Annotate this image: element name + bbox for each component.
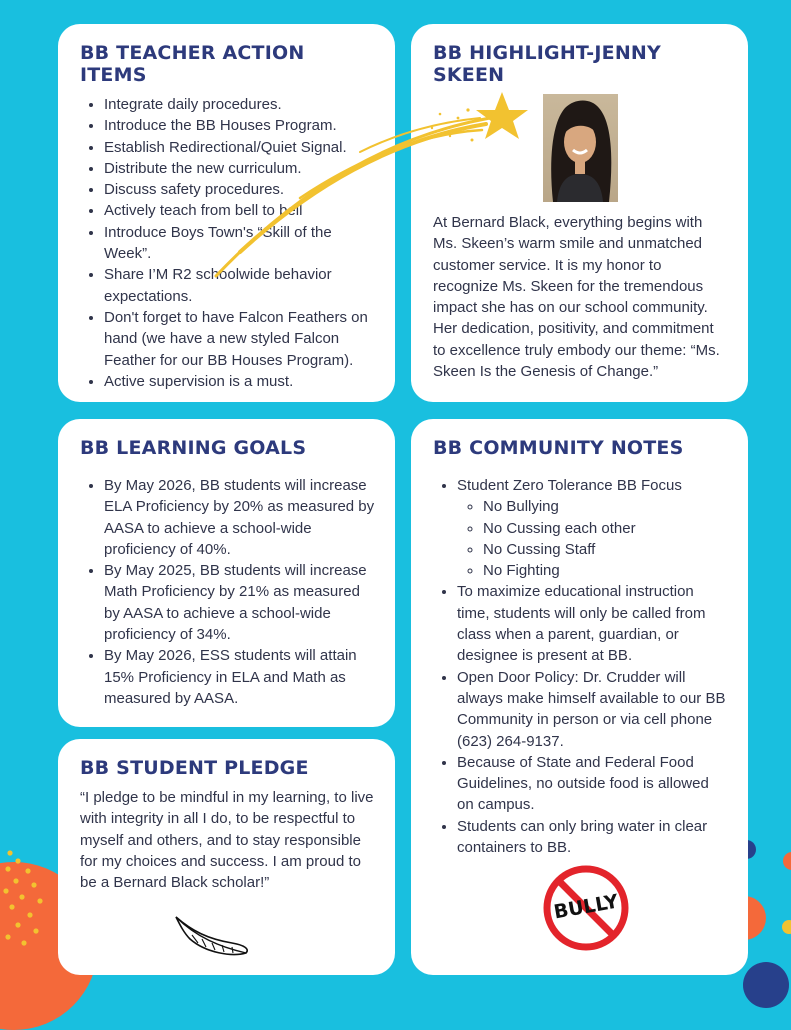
focus-label: Student Zero Tolerance BB Focus — [457, 477, 682, 494]
list-item: • By May 2025, BB students will increase Math Proficiency by 21% as measured by AASA to achieve a school-wide proficiency of 34%. — [104, 560, 375, 645]
portrait-icon — [543, 94, 618, 202]
list-item: • Open Door Policy: Dr. Crudder will always make himself available to our BB Community in person or via cell phone (623) 264-9137. — [457, 667, 728, 752]
list-item: • To maximize educational instruction time, students will only be called from class when a parent, guardian, or designee is present at BB. — [457, 581, 728, 666]
no-bully-sign-text: BULLY — [552, 890, 620, 924]
feather-icon — [172, 913, 252, 959]
list-item: • Integrate daily procedures. — [104, 94, 375, 115]
learning-goals-title: BB LEARNING GOALS — [80, 437, 307, 459]
list-item: • Don't forget to have Falcon Feathers on hand (we have a new styled Falcon Feather for our BB Houses Program). — [104, 307, 375, 371]
list-item: ◦ No Cussing Staff — [483, 539, 728, 560]
list-item: • Actively teach from bell to bell — [104, 200, 375, 221]
list-item: ◦ No Fighting — [483, 560, 728, 581]
highlight-body: At Bernard Black, everything begins with Ms. Skeen’s warm smile and unmatched customer service. It is my honor to recognize Ms. Skeen for the tremendous impact she has on our school community. Her dedication, positivity, and commitment to excellence truly embody our theme: “Ms. Skeen Is the Genesis of Change.” — [433, 214, 720, 381]
staff-photo — [543, 94, 618, 202]
community-notes-title: BB COMMUNITY NOTES — [433, 437, 684, 459]
highlight-title: BB HIGHLIGHT-JENNY SKEEN — [433, 42, 661, 86]
community-notes-list — [433, 475, 728, 858]
list-item: • Active supervision is a must. — [104, 371, 375, 392]
no-bully-sign — [541, 863, 631, 953]
list-item: • Establish Redirectional/Quiet Signal. — [104, 137, 375, 158]
student-pledge-body: “I pledge to be mindful in my learning, to live with integrity in all I do, to be respectful to myself and others, and to stay responsible for my choices and success. I am proud to be a Bernard Black scholar!” — [80, 789, 374, 892]
list-item: ◦ No Bullying — [483, 496, 728, 517]
teacher-action-items-title: BB TEACHER ACTION ITEMS — [80, 42, 305, 86]
yellow-circle-decoration — [782, 920, 791, 934]
list-item: • Discuss safety procedures. — [104, 179, 375, 200]
navy-circle-decoration — [743, 962, 789, 1008]
learning-goals-list — [80, 475, 375, 709]
list-item: • By May 2026, ESS students will attain 15% Proficiency in ELA and Math as measured by AASA. — [104, 645, 375, 709]
list-item: • Distribute the new curriculum. — [104, 158, 375, 179]
list-item: • Share I’M R2 schoolwide behavior expectations. — [104, 264, 375, 307]
shooting-star-icon — [210, 88, 530, 278]
student-pledge-title: BB STUDENT PLEDGE — [80, 757, 309, 779]
list-item: ◦ No Cussing each other — [483, 518, 728, 539]
list-item — [457, 475, 728, 581]
student-pledge-card — [58, 739, 395, 975]
community-notes-card — [411, 419, 748, 975]
list-item: • Introduce Boys Town's “Skill of the Week”. — [104, 222, 375, 265]
orange-circle-decoration — [783, 852, 791, 870]
learning-goals-card — [58, 419, 395, 727]
list-item: • Because of State and Federal Food Guidelines, no outside food is allowed on campus. — [457, 752, 728, 816]
list-item: • Introduce the BB Houses Program. — [104, 115, 375, 136]
list-item: • Students can only bring water in clear containers to BB. — [457, 816, 728, 859]
confetti-dots-decoration — [0, 845, 60, 965]
focus-sublist — [457, 496, 728, 581]
list-item: • By May 2026, BB students will increase ELA Proficiency by 20% as measured by AASA to achieve a school-wide proficiency of 40%. — [104, 475, 375, 560]
